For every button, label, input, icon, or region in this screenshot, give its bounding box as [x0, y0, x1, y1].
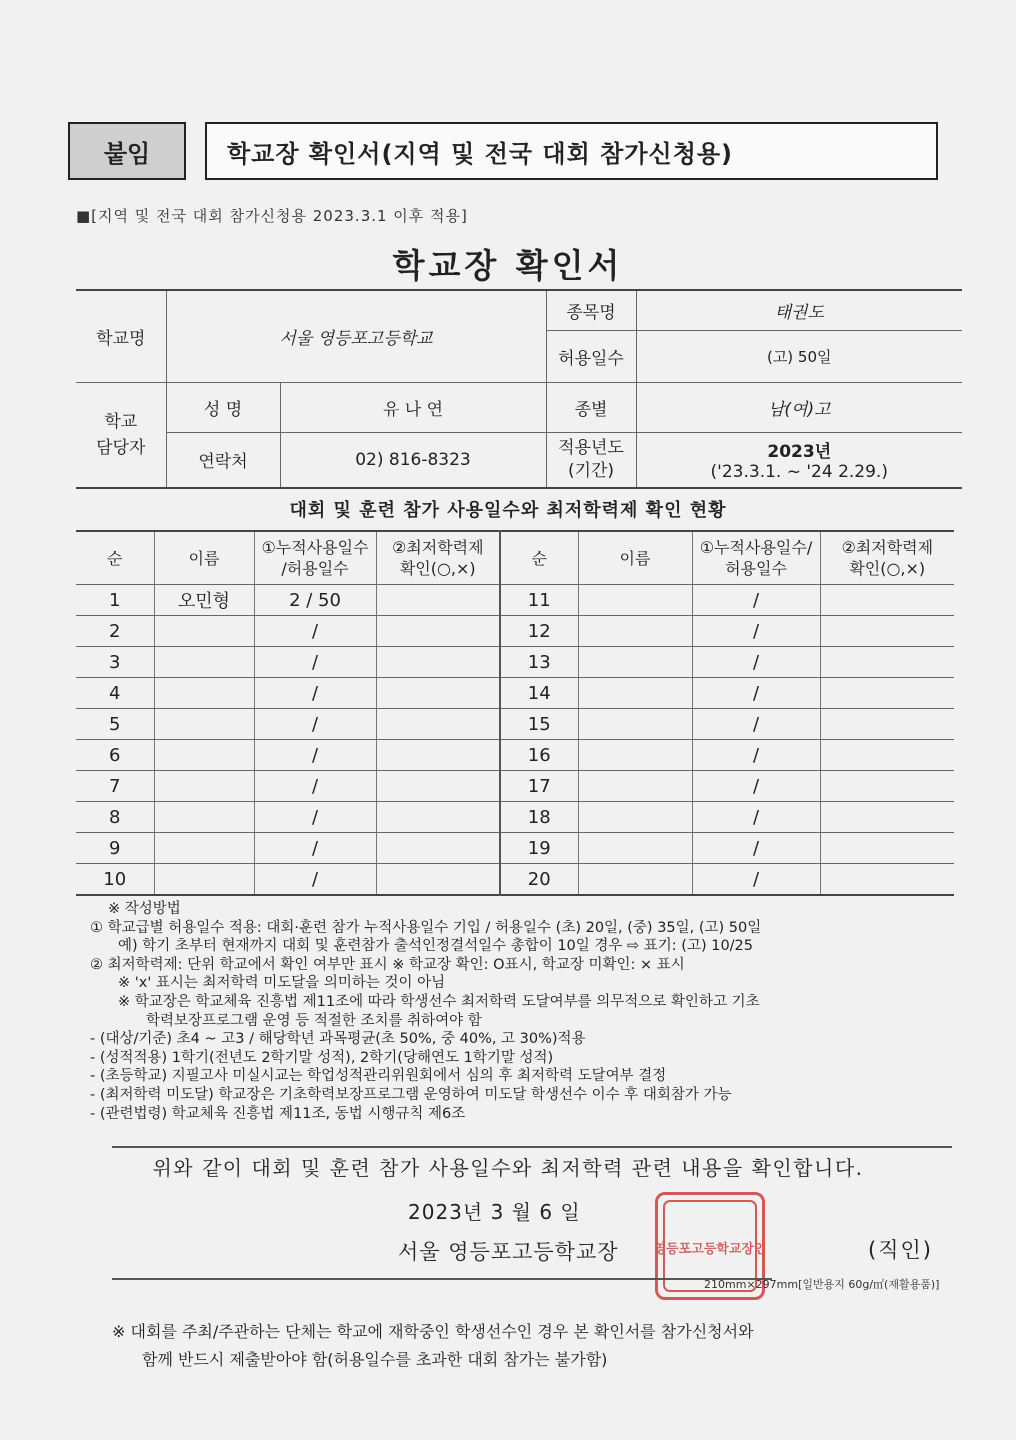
row-name-2	[578, 709, 692, 740]
row-days: /	[254, 802, 376, 833]
category-value: 남(여)고	[636, 382, 962, 432]
row-days-2: /	[692, 833, 820, 864]
row-days: /	[254, 864, 376, 896]
row-days-2: /	[692, 616, 820, 647]
row-check	[376, 740, 500, 771]
row-check	[376, 616, 500, 647]
row-days-2: /	[692, 585, 820, 616]
table-row	[76, 833, 954, 864]
row-days: /	[254, 833, 376, 864]
row-no: 3	[76, 647, 154, 678]
school-name-label: 학교명	[76, 290, 166, 382]
row-name-2	[578, 771, 692, 802]
col-no-header: 순	[76, 531, 154, 585]
confirmation-text: 위와 같이 대회 및 훈련 참가 사용일수와 최저학력 관련 내용을 확인합니다.	[152, 1156, 864, 1180]
note-4-cont: 학력보장프로그램 운영 등 적절한 조치를 취하여야 함	[146, 1012, 482, 1029]
note-2: ② 최저학력제: 단위 학교에서 확인 여부만 표시 ※ 학교장 확인: O표시, 학교장 미확인: × 표시	[90, 956, 685, 973]
row-check-2	[820, 616, 954, 647]
row-days: /	[254, 616, 376, 647]
row-name	[154, 678, 254, 709]
row-check	[376, 864, 500, 896]
row-no: 8	[76, 802, 154, 833]
row-check-2	[820, 678, 954, 709]
row-name	[154, 740, 254, 771]
row-no: 7	[76, 771, 154, 802]
row-no-2: 12	[500, 616, 578, 647]
row-check-2	[820, 833, 954, 864]
allowed-days-label: 허용일수	[546, 330, 636, 382]
year-label: 적용년도 (기간)	[546, 432, 636, 488]
status-heading: 대회 및 훈련 참가 사용일수와 최저학력제 확인 현황	[289, 500, 727, 521]
divider	[112, 1278, 772, 1280]
row-check-2	[820, 771, 954, 802]
principal-title: 서울 영등포고등학교장	[398, 1240, 619, 1264]
allowed-days-value: (고) 50일	[636, 330, 962, 382]
row-name-2	[578, 864, 692, 896]
period-value: ('23.3.1. ~ '24 2.29.)	[710, 462, 888, 483]
row-days-2: /	[692, 864, 820, 896]
school-info-table	[76, 289, 962, 489]
row-days-2: /	[692, 802, 820, 833]
note-3: ※ 'x' 표시는 최저학력 미도달을 의미하는 것이 아님	[118, 975, 446, 992]
row-days: /	[254, 647, 376, 678]
row-no-2: 17	[500, 771, 578, 802]
table-row	[76, 647, 954, 678]
category-label: 종별	[546, 382, 636, 432]
row-name	[154, 647, 254, 678]
name-value: 유 나 연	[280, 382, 546, 432]
row-no-2: 11	[500, 585, 578, 616]
row-no-2: 20	[500, 864, 578, 896]
detail-1: - (대상/기준) 초4 ~ 고3 / 해당학년 과목평균(초 50%, 중 40%, 고 30%)적용	[90, 1031, 586, 1048]
year-value: 2023년	[767, 442, 832, 463]
form-subtitle: ■[지역 및 전국 대회 참가신청용 2023.3.1 이후 적용]	[76, 207, 468, 225]
row-no: 4	[76, 678, 154, 709]
col-days-header-2: ①누적사용일수/ 허용일수	[692, 531, 820, 585]
row-no-2: 14	[500, 678, 578, 709]
col-check-header: ②최저학력제 확인(○,×)	[376, 531, 500, 585]
row-days-2: /	[692, 678, 820, 709]
event-value: 태권도	[636, 290, 962, 330]
form-headline: 학교장 확인서(지역 및 전국 대회 참가신청용)	[205, 122, 938, 180]
detail-5: - (관련법령) 학교체육 진흥법 제11조, 동법 시행규칙 제6조	[90, 1105, 466, 1122]
row-days: /	[254, 771, 376, 802]
col-days-header: ①누적사용일수 /허용일수	[254, 531, 376, 585]
footer-line-1: ※ 대회를 주최/주관하는 단체는 학교에 재학중인 학생선수인 경우 본 확인서를 참가신청서와	[112, 1322, 754, 1341]
table-row	[76, 740, 954, 771]
col-check-header-2: ②최저학력제 확인(○,×)	[820, 531, 954, 585]
col-no-header-2: 순	[500, 531, 578, 585]
table-row	[76, 771, 954, 802]
name-label: 성 명	[166, 382, 280, 432]
row-days-2: /	[692, 647, 820, 678]
footer-line-2: 함께 반드시 제출받아야 함(허용일수를 초과한 대회 참가는 불가함)	[142, 1350, 608, 1369]
row-name	[154, 833, 254, 864]
row-check	[376, 771, 500, 802]
contact-label: 연락처	[166, 432, 280, 488]
row-days-2: /	[692, 740, 820, 771]
row-no: 2	[76, 616, 154, 647]
row-check-2	[820, 709, 954, 740]
table-row	[76, 802, 954, 833]
row-no-2: 13	[500, 647, 578, 678]
note-1: ① 학교급별 허용일수 적용: 대회·훈련 참가 누적사용일수 기입 / 허용일수 (초) 20일, (중) 35일, (고) 50일	[90, 919, 762, 936]
row-no: 9	[76, 833, 154, 864]
row-name-2	[578, 585, 692, 616]
instructions-title: ※ 작성방법	[108, 901, 181, 917]
row-check	[376, 585, 500, 616]
row-no-2: 15	[500, 709, 578, 740]
row-no: 1	[76, 585, 154, 616]
year-cell	[636, 432, 962, 488]
row-check	[376, 802, 500, 833]
row-check-2	[820, 740, 954, 771]
detail-3: - (초등학교) 지필고사 미실시교는 학업성적관리위원회에서 심의 후 최저학력 도달여부 결정	[90, 1068, 667, 1085]
event-label: 종목명	[546, 290, 636, 330]
row-days: /	[254, 740, 376, 771]
row-check	[376, 647, 500, 678]
row-days-2: /	[692, 771, 820, 802]
row-days: /	[254, 678, 376, 709]
row-name	[154, 864, 254, 896]
detail-4: - (최저학력 미도달) 학교장은 기초학력보장프로그램 운영하여 미도달 학생선수 이수 후 대회참가 가능	[90, 1086, 732, 1103]
footer-note	[112, 1318, 754, 1374]
note-1-example: 예) 학기 초부터 현재까지 대회 및 훈련참가 출석인정결석일수 총합이 10일 경우 ⇨ 표기: (고) 10/25	[118, 938, 754, 955]
row-name	[154, 771, 254, 802]
seal-label: (직인)	[868, 1238, 933, 1262]
row-days-2: /	[692, 709, 820, 740]
row-no-2: 19	[500, 833, 578, 864]
row-no-2: 16	[500, 740, 578, 771]
row-check	[376, 709, 500, 740]
table-row	[76, 709, 954, 740]
row-name: 오민형	[154, 585, 254, 616]
row-name-2	[578, 740, 692, 771]
row-check	[376, 833, 500, 864]
row-check-2	[820, 647, 954, 678]
paper-spec: 210mm×297mm[일반용지 60g/㎡(재활용품)]	[704, 1278, 940, 1291]
row-days: 2 / 50	[254, 585, 376, 616]
row-name	[154, 616, 254, 647]
row-name-2	[578, 802, 692, 833]
table-row	[76, 616, 954, 647]
table-row	[76, 585, 954, 616]
row-no: 6	[76, 740, 154, 771]
usage-table	[76, 530, 954, 896]
document-title: 학교장 확인서	[392, 246, 624, 285]
row-name	[154, 802, 254, 833]
col-name-header: 이름	[154, 531, 254, 585]
row-check-2	[820, 864, 954, 896]
row-no: 10	[76, 864, 154, 896]
issue-date: 2023년 3 월 6 일	[408, 1200, 581, 1224]
contact-value: 02) 816-8323	[280, 432, 546, 488]
row-check-2	[820, 802, 954, 833]
row-name	[154, 709, 254, 740]
row-check-2	[820, 585, 954, 616]
row-days: /	[254, 709, 376, 740]
row-check	[376, 678, 500, 709]
school-name-value: 서울 영등포고등학교	[166, 290, 546, 382]
row-name-2	[578, 616, 692, 647]
table-row	[76, 864, 954, 896]
row-name-2	[578, 833, 692, 864]
row-no-2: 18	[500, 802, 578, 833]
table-row	[76, 678, 954, 709]
seal-glyphs: 영등포고등학교장인	[658, 1242, 762, 1257]
divider	[112, 1146, 952, 1148]
row-name-2	[578, 647, 692, 678]
row-no: 5	[76, 709, 154, 740]
detail-2: - (성적적용) 1학기(전년도 2학기말 성적), 2학기(당해연도 1학기말 성적)	[90, 1049, 554, 1066]
note-4: ※ 학교장은 학교체육 진흥법 제11조에 따라 학생선수 최저학력 도달여부를 의무적으로 확인하고 기초	[118, 993, 760, 1010]
staff-label: 학교 담당자	[76, 382, 166, 488]
attachment-tag: 붙임	[68, 122, 186, 180]
col-name-header-2: 이름	[578, 531, 692, 585]
instructions	[90, 900, 960, 1123]
row-name-2	[578, 678, 692, 709]
